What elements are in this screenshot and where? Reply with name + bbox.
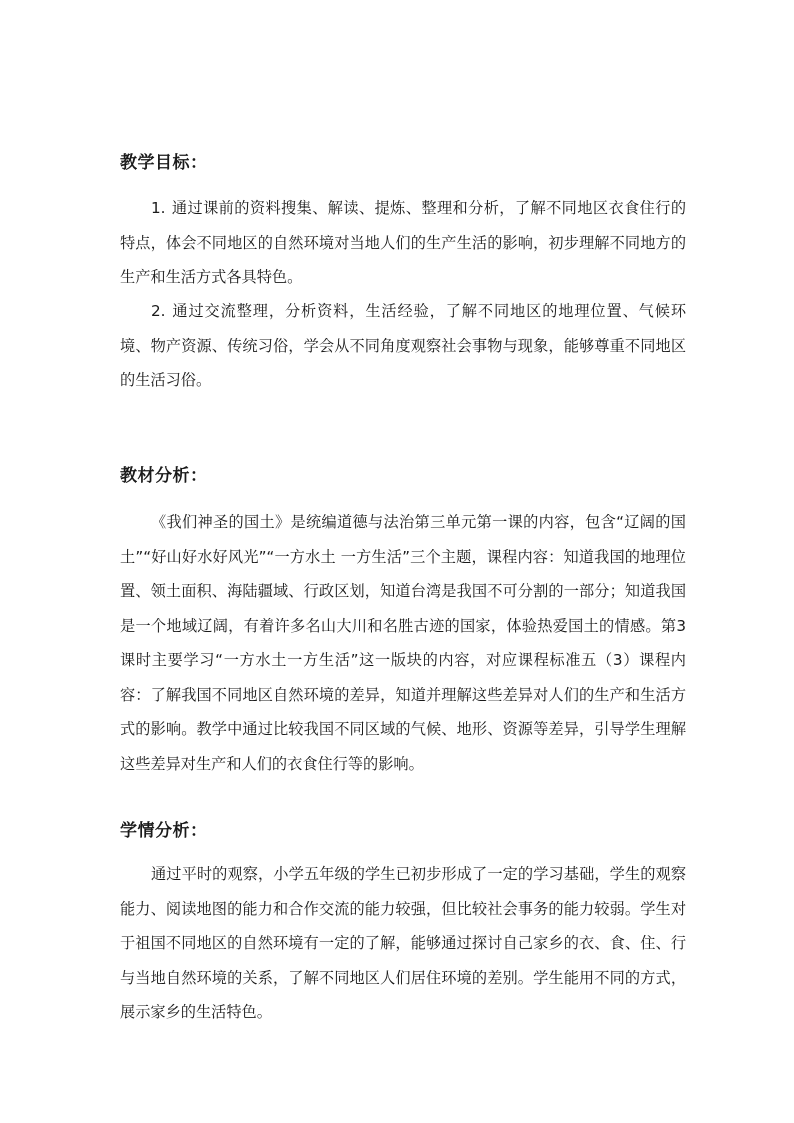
list-number: 2. <box>151 302 166 320</box>
list-number: 1. <box>151 199 166 217</box>
material-analysis-paragraph: 《我们神圣的国土》是统编道德与法治第三单元第一课的内容，包含“辽阔的国土”“好山好水好风光”“一方水土 一方生活”三个主题，课程内容：知道我国的地理位置、领土面积、海陆疆域、行政区划，知道台湾是我国不可分割的一部分；知道我国是一个地域辽阔，有着许多名山大川和名胜古迹的国家，体验热爱国土的情感。第3课时主要学习“一方水土一方生活”这一版块的内容，对应课程标准五（3）课程内容：了解我国不同地区自然环境的差异，知道并理解这些差异对人们的生产和生活方式的影响。教学中通过比较我国不同区域的气候、地形、资源等差异，引导学生理解这些差异对生产和人们的衣食住行等的影响。 <box>120 513 686 773</box>
section-heading-material-analysis: 教材分析： <box>120 466 208 486</box>
paragraph-text: 通过课前的资料搜集、解读、提炼、整理和分析，了解不同地区衣食住行的特点，体会不同地区的自然环境对当地人们的生产生活的影响，初步理解不同地方的生产和生活方式各具特色。 <box>120 199 686 286</box>
learner-analysis-paragraph: 通过平时的观察，小学五年级的学生已初步形成了一定的学习基础，学生的观察能力、阅读地图的能力和合作交流的能力较强，但比较社会事务的能力较弱。学生对于祖国不同地区的自然环境有一定的了解，能够通过探讨自己家乡的衣、食、住、行与当地自然环境的关系，了解不同地区人们居住环境的差别。学生能用不同的方式，展示家乡的生活特色。 <box>120 865 686 1021</box>
goal-paragraph-2 <box>120 294 686 398</box>
paragraph-text: 通过交流整理，分析资料，生活经验，了解不同地区的地理位置、气候环境、物产资源、传统习俗，学会从不同角度观察社会事物与现象，能够尊重不同地区的生活习俗。 <box>120 302 686 389</box>
goal-paragraph-1 <box>120 191 686 295</box>
section-heading-learner-analysis: 学情分析： <box>120 821 208 841</box>
section-heading-teaching-goals: 教学目标： <box>120 153 208 173</box>
